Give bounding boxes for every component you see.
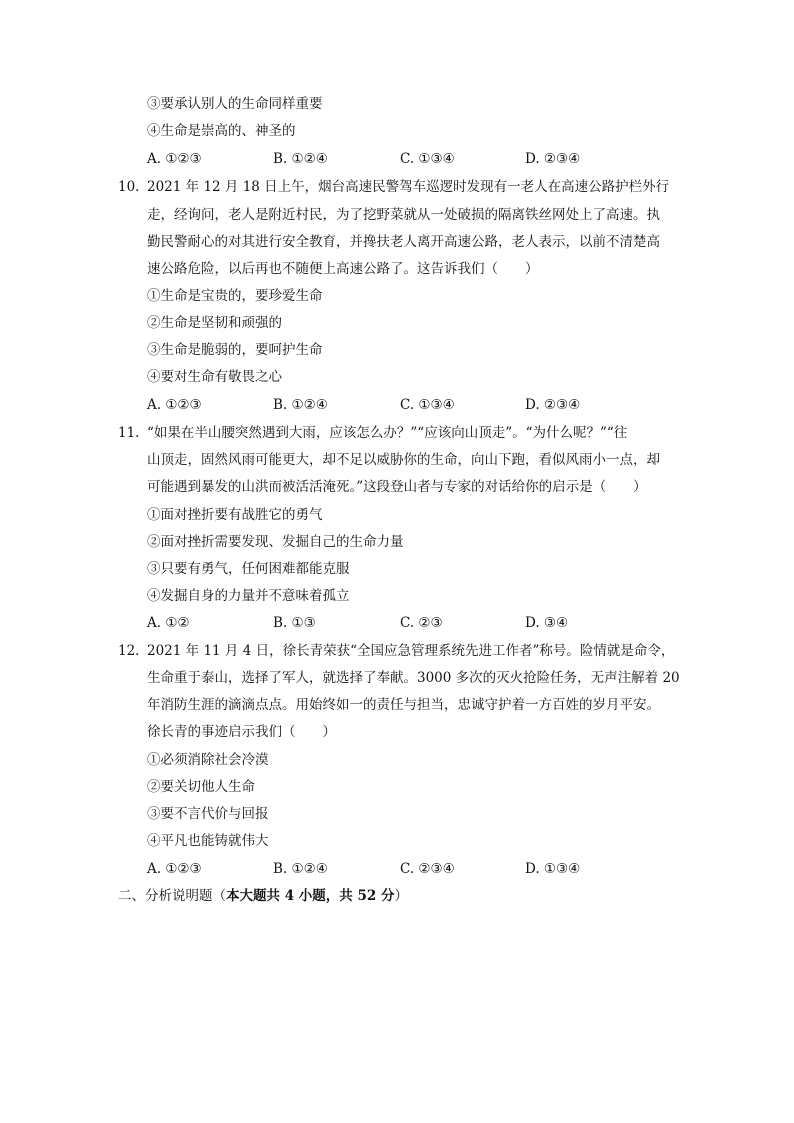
q11-option-d[interactable]: D. ③④ bbox=[525, 615, 569, 631]
q12-option-a[interactable]: A. ①②③ bbox=[147, 861, 202, 877]
q9-item-3: ③要承认别人的生命同样重要 bbox=[147, 96, 323, 112]
q11-stem-line-3: 可能遇到暴发的山洪而被活活淹死。”这段登山者与专家的对话给你的启示是（ ） bbox=[147, 479, 647, 495]
q9-option-d[interactable]: D. ②③④ bbox=[525, 151, 581, 167]
q10-item-4: ④要对生命有敬畏之心 bbox=[147, 369, 282, 385]
q10-stem-line-3: 勤民警耐心的对其进行安全教育，并搀扶老人离开高速公路，老人表示，以前不清楚高 bbox=[147, 234, 660, 250]
q11-option-c[interactable]: C. ②③ bbox=[400, 615, 443, 631]
q12-stem-line-3: 年消防生涯的滴滴点点。用始终如一的责任与担当，忠诚守护着一方百姓的岁月平安。 bbox=[147, 697, 660, 713]
q10-item-2: ②生命是坚韧和顽强的 bbox=[147, 315, 282, 331]
q11-option-a[interactable]: A. ①② bbox=[147, 615, 190, 631]
q10-stem-line-1: 2021 年 12 月 18 日上午，烟台高速民警驾车巡逻时发现有一老人在高速公路护栏外行 bbox=[147, 179, 670, 195]
q11-number: 11. bbox=[118, 425, 140, 441]
q11-option-b[interactable]: B. ①③ bbox=[273, 615, 316, 631]
section-2-suffix: ） bbox=[394, 888, 408, 904]
q12-item-3: ③要不言代价与回报 bbox=[147, 806, 269, 822]
q12-option-b[interactable]: B. ①②④ bbox=[273, 861, 328, 877]
q12-option-d[interactable]: D. ①③④ bbox=[525, 861, 581, 877]
q11-item-1: ①面对挫折要有战胜它的勇气 bbox=[147, 507, 323, 523]
section-2-heading bbox=[118, 887, 408, 905]
q10-option-c[interactable]: C. ①③④ bbox=[400, 397, 455, 413]
q12-stem-line-4: 徐长青的事迹启示我们（ ） bbox=[147, 724, 336, 740]
q11-item-3: ③只要有勇气，任何困难都能克服 bbox=[147, 561, 350, 577]
q10-stem-line-2: 走，经询问，老人是附近村民，为了挖野菜就从一处破损的隔离铁丝网处上了高速。执 bbox=[147, 207, 660, 223]
q9-option-b[interactable]: B. ①②④ bbox=[273, 151, 328, 167]
q12-stem-line-2: 生命重于泰山，选择了军人，就选择了奉献。3000 多次的灭火抢险任务，无声注解着 20 bbox=[147, 670, 680, 686]
q10-option-b[interactable]: B. ①②④ bbox=[273, 397, 328, 413]
q11-stem-line-2: 山顶走，固然风雨可能更大，却不足以威胁你的生命，向山下跑，看似风雨小一点，却 bbox=[147, 452, 660, 468]
q10-option-d[interactable]: D. ②③④ bbox=[525, 397, 581, 413]
q11-item-2: ②面对挫折需要发现、发掘自己的生命力量 bbox=[147, 534, 404, 550]
section-2-prefix: 二、分析说明题（ bbox=[118, 888, 226, 904]
q10-option-a[interactable]: A. ①②③ bbox=[147, 397, 202, 413]
q12-number: 12. bbox=[118, 643, 140, 659]
q9-item-4: ④生命是崇高的、神圣的 bbox=[147, 123, 296, 139]
q9-option-c[interactable]: C. ①③④ bbox=[400, 151, 455, 167]
q10-item-3: ③生命是脆弱的，要呵护生命 bbox=[147, 342, 323, 358]
q11-item-4: ④发掘自身的力量并不意味着孤立 bbox=[147, 588, 350, 604]
q10-number: 10. bbox=[118, 179, 140, 195]
q12-item-1: ①必须消除社会冷漠 bbox=[147, 752, 269, 768]
section-2-detail: 本大题共 4 小题，共 52 分 bbox=[226, 888, 395, 904]
q12-stem-line-1: 2021 年 11 月 4 日，徐长青荣获“全国应急管理系统先进工作者”称号。险情就是命令， bbox=[147, 643, 675, 659]
q10-item-1: ①生命是宝贵的，要珍爱生命 bbox=[147, 288, 323, 304]
q10-stem-line-4: 速公路危险，以后再也不随便上高速公路了。这告诉我们（ ） bbox=[147, 261, 539, 277]
q12-item-4: ④平凡也能铸就伟大 bbox=[147, 833, 269, 849]
q12-option-c[interactable]: C. ②③④ bbox=[400, 861, 455, 877]
q11-stem-line-1: “如果在半山腰突然遇到大雨，应该怎么办？”“应该向山顶走”。“为什么呢？”“往 bbox=[147, 425, 628, 441]
q9-option-a[interactable]: A. ①②③ bbox=[147, 151, 202, 167]
q12-item-2: ②要关切他人生命 bbox=[147, 779, 255, 795]
